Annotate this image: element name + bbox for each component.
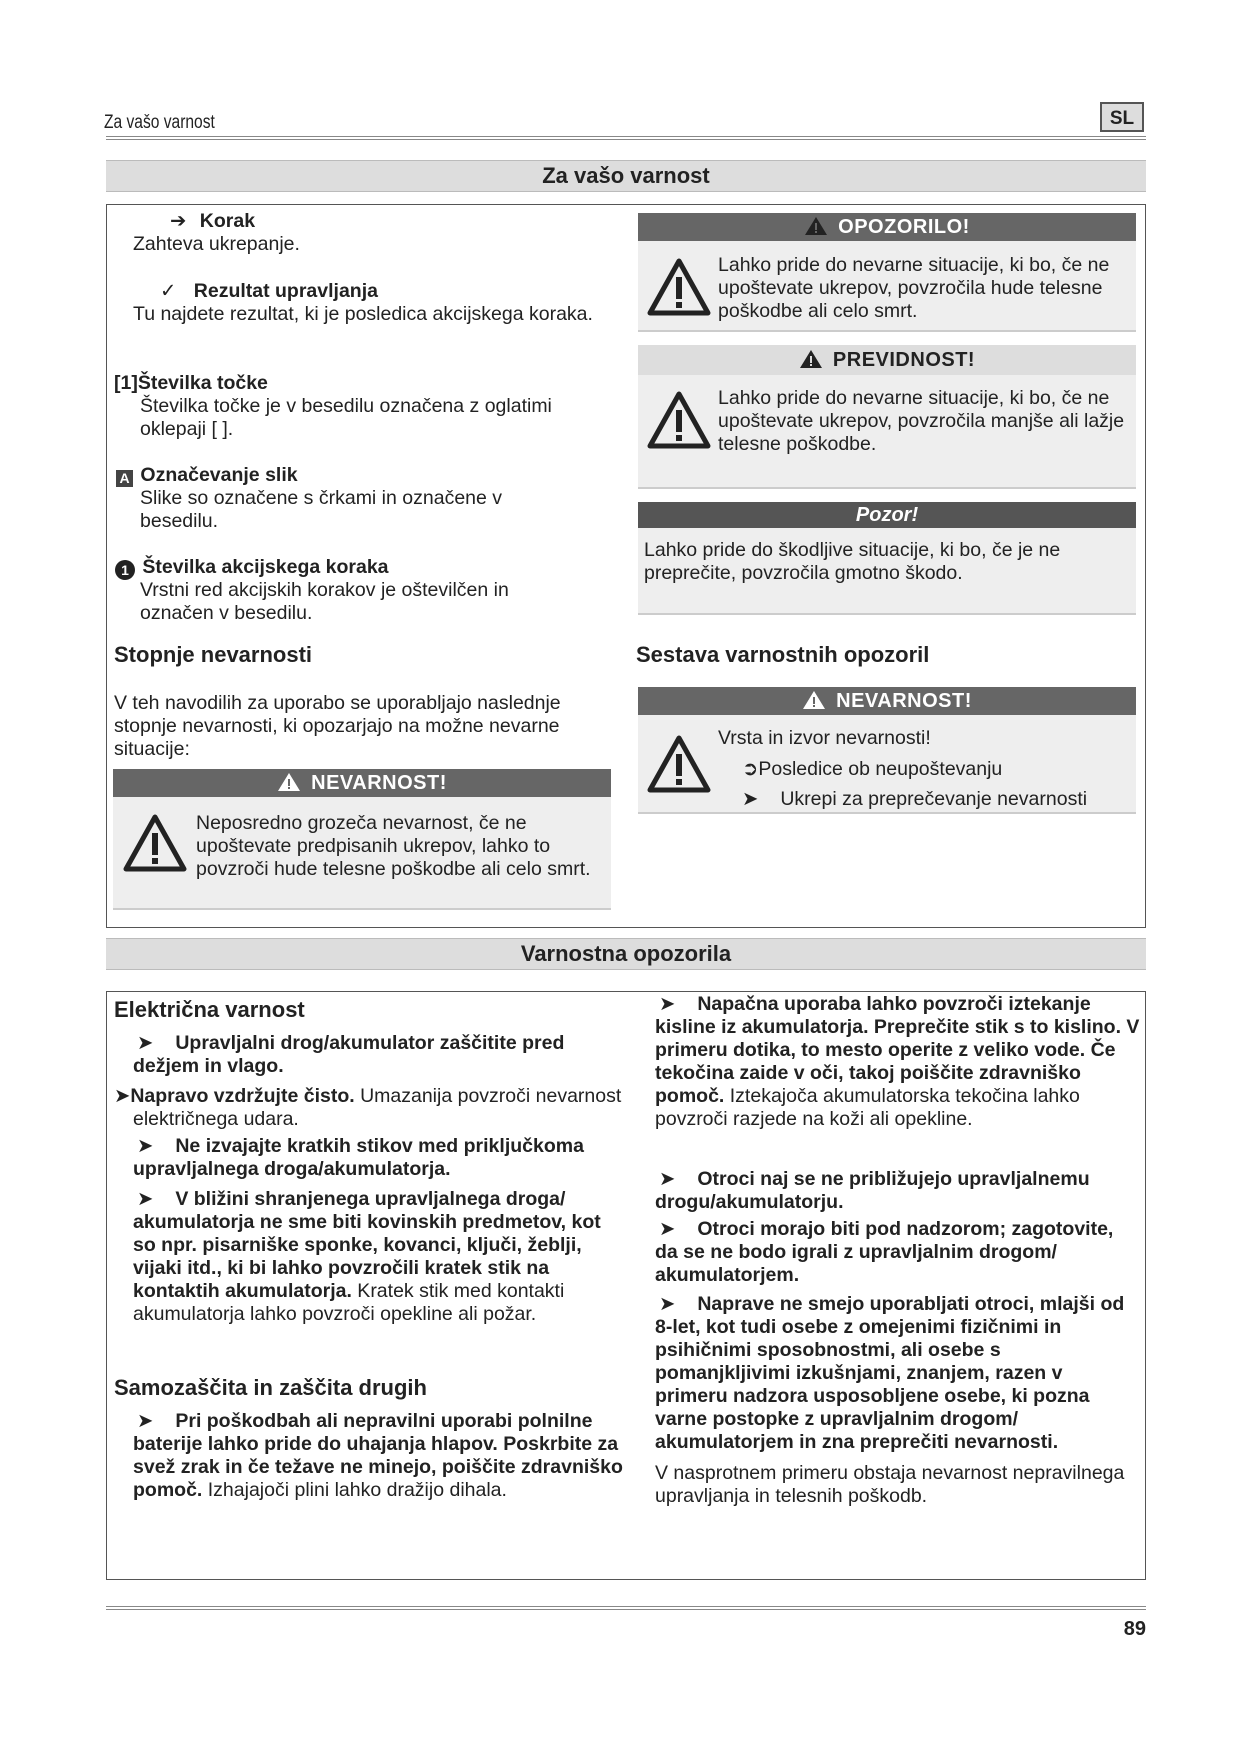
elektricna-item-2-bold: Napravo vzdržujte čisto.	[130, 1085, 355, 1107]
stopnje-heading: Stopnje nevarnosti	[114, 642, 313, 667]
sestava-label: NEVARNOST!	[836, 690, 972, 712]
elektricna-heading: Električna varnost	[114, 997, 305, 1022]
korak-item	[170, 210, 255, 233]
running-title: Za vašo varnost	[104, 112, 215, 133]
page-number: 89	[1123, 1618, 1146, 1640]
elektricna-item-2	[114, 1085, 653, 1131]
arrow-right-icon: ➔	[170, 210, 187, 232]
slike-desc: Slike so označene s črkami in označene v besedilu.	[140, 487, 503, 532]
slike-item	[116, 464, 298, 487]
bullet-arrow-icon: ➤	[137, 1135, 154, 1157]
right-item-1-rest: Iztekajoča akumulatorska tekočina lahko povzroči razjede na koži ali opekline.	[655, 1085, 1080, 1130]
akcija-label: Številka akcijskega koraka	[142, 556, 389, 578]
bullet-arrow-icon: ➤	[659, 1293, 676, 1315]
sestava-line3: Ukrepi za preprečevanje nevarnosti	[780, 788, 1088, 810]
right-item-3	[655, 1218, 1140, 1287]
sestava-line1: Vrsta in izvor nevarnosti!	[718, 727, 931, 749]
warning-icon	[277, 772, 301, 792]
elektricna-item-3-text: Ne izvajajte kratkih stikov med priključkoma upravljalnega droga/akumulatorja.	[133, 1135, 584, 1180]
bullet-arrow-icon: ➤	[137, 1188, 154, 1210]
opozorilo-bar	[638, 213, 1136, 241]
bullet-arrow-icon: ➤	[137, 1032, 154, 1054]
warning-triangle-icon	[646, 734, 712, 794]
samozascita-item-1-rest: Izhajajoči plini lahko dražijo dihala.	[202, 1479, 507, 1501]
bullet-arrow-icon: ➤	[137, 1410, 154, 1432]
pozor-label: Pozor!	[855, 504, 919, 526]
samozascita-item-1-bold: Pri poškodbah ali nepravilni uporabi polnilne baterije lahko pride do uhajanja hlapov. Poskrbite za svež zrak in če težave ne minejo, poiščite zdravniško pomoč.	[133, 1410, 623, 1501]
step-number-badge: 1	[115, 560, 135, 580]
tocka-label: [1]Številka točke	[114, 372, 268, 394]
rezultat-desc: Tu najdete rezultat, ki je posledica akcijskega koraka.	[133, 303, 593, 325]
stopnje-intro: V teh navodilih za uporabo se uporabljajo naslednje stopnje nevarnosti, ki opozarjajo na možne nevarne situacije:	[114, 692, 561, 760]
elektricna-item-4	[133, 1188, 623, 1326]
elektricna-item-1	[133, 1032, 633, 1078]
korak-desc: Zahteva ukrepanje.	[133, 233, 300, 255]
footer-rule	[106, 1606, 1146, 1610]
pozor-bar	[638, 502, 1136, 528]
tocka-desc: Številka točke je v besedilu označena z oglatimi oklepaji [ ].	[140, 395, 552, 440]
sestava-bar	[638, 687, 1136, 715]
nevarnost-text: Neposredno grozeča nevarnost, če ne upoštevate predpisanih ukrepov, lahko to povzroči hude telesne poškodbe ali celo smrt.	[196, 812, 591, 880]
rezultat-label: Rezultat upravljanja	[193, 280, 378, 302]
right-item-1-bold: Napačna uporaba lahko povzroči iztekanje kisline iz akumulatorja. Preprečite stik s to kislino. V primeru dotika, to mesto operite z veliko vode. Če tekočina zaide v oči, takoj poiščite zdravniško pomoč.	[655, 993, 1140, 1107]
right-item-4-rest: V nasprotnem primeru obstaja nevarnost nepravilnega upravljanja in telesnih poškodb.	[655, 1462, 1125, 1507]
consequence-arrow-icon: ➲	[742, 758, 759, 780]
section-title-varnostna-opozorila: Varnostna opozorila	[106, 938, 1146, 970]
bullet-arrow-icon: ➤	[742, 788, 759, 810]
pozor-text: Lahko pride do škodljive situacije, ki bo, če je ne preprečite, povzročila gmotno škodo.	[644, 539, 1061, 584]
previdnost-label: PREVIDNOST!	[832, 349, 976, 371]
elektricna-item-4-bold: V bližini shranjenega upravljalnega droga/ akumulatorja ne sme biti kovinskih predmetov, kot so npr. pisarniške sponke, kovanci, ključi, žeblji, vijaki itd., ki bi lahko povzročili kratek stik na kontaktih akumulatorja.	[133, 1188, 601, 1302]
akcija-desc: Vrstni red akcijskih korakov je oštevilčen in označen v besedilu.	[140, 579, 509, 624]
right-item-1	[655, 993, 1140, 1131]
sestava-heading: Sestava varnostnih opozoril	[636, 642, 930, 667]
samozascita-heading: Samozaščita in zaščita drugih	[114, 1375, 427, 1400]
right-item-4	[655, 1293, 1140, 1454]
elektricna-item-4-rest: Kratek stik med kontakti akumulatorja lahko povzroči opekline ali požar.	[133, 1280, 565, 1325]
right-item-3-text: Otroci morajo biti pod nadzorom; zagotovite, da se ne bodo igrali z upravljalnim drogom/ akumulatorjem.	[655, 1218, 1114, 1286]
sestava-line3-row	[742, 788, 1087, 811]
checkmark-icon: ✓	[160, 280, 177, 302]
bullet-arrow-icon: ➤	[114, 1085, 131, 1107]
nevarnost-label: NEVARNOST!	[311, 772, 447, 794]
bullet-arrow-icon: ➤	[659, 1218, 676, 1240]
warning-triangle-icon	[646, 390, 712, 450]
slike-label: Označevanje slik	[140, 464, 298, 486]
opozorilo-text: Lahko pride do nevarne situacije, ki bo, če ne upoštevate ukrepov, povzročila hude telesne poškodbe ali celo smrt.	[718, 254, 1110, 322]
right-item-2-text: Otroci naj se ne približujejo upravljalnemu drogu/akumulatorju.	[655, 1168, 1090, 1213]
elektricna-item-3	[133, 1135, 643, 1181]
nevarnost-bar	[113, 769, 611, 797]
figure-letter-badge: A	[116, 470, 133, 487]
previdnost-bar	[638, 345, 1136, 375]
akcija-item	[115, 556, 389, 580]
rezultat-item	[160, 280, 378, 303]
sestava-line2: Posledice ob neupoštevanju	[758, 758, 1003, 780]
previdnost-text: Lahko pride do nevarne situacije, ki bo, če ne upoštevate ukrepov, povzročila manjše ali lažje telesne poškodbe.	[718, 387, 1125, 455]
warning-icon	[802, 690, 826, 710]
warning-triangle-icon	[122, 813, 188, 873]
warning-icon	[799, 349, 823, 369]
elektricna-item-2-rest: Umazanija povzroči nevarnost električnega udara.	[133, 1085, 622, 1130]
warning-triangle-icon	[646, 257, 712, 317]
warning-icon	[804, 216, 828, 236]
opozorilo-label: OPOZORILO!	[838, 216, 970, 238]
right-item-4-bold: Naprave ne smejo uporabljati otroci, mlajši od 8-let, kot tudi osebe z omejenimi fizičnimi in psihičnimi sposobnostmi, ali osebe s pomanjkljivimi izkušnjami, znanjem, razen v primeru nadzora usposobljene osebe, ki pozna varne postopke z upravljalnim drogom/ akumulatorjem in zna preprečiti nevarnosti.	[655, 1293, 1125, 1453]
elektricna-item-1-text: Upravljalni drog/akumulator zaščitite pred dežjem in vlago.	[133, 1032, 565, 1077]
korak-label: Korak	[199, 210, 256, 232]
bullet-arrow-icon: ➤	[659, 1168, 676, 1190]
sestava-line2-row	[742, 758, 1002, 781]
samozascita-item-1	[133, 1410, 643, 1502]
header-rule	[106, 136, 1146, 140]
bullet-arrow-icon: ➤	[659, 993, 676, 1015]
language-badge: SL	[1100, 102, 1144, 132]
section-title-za-vaso-varnost: Za vašo varnost	[106, 160, 1146, 192]
right-item-2	[655, 1168, 1140, 1214]
